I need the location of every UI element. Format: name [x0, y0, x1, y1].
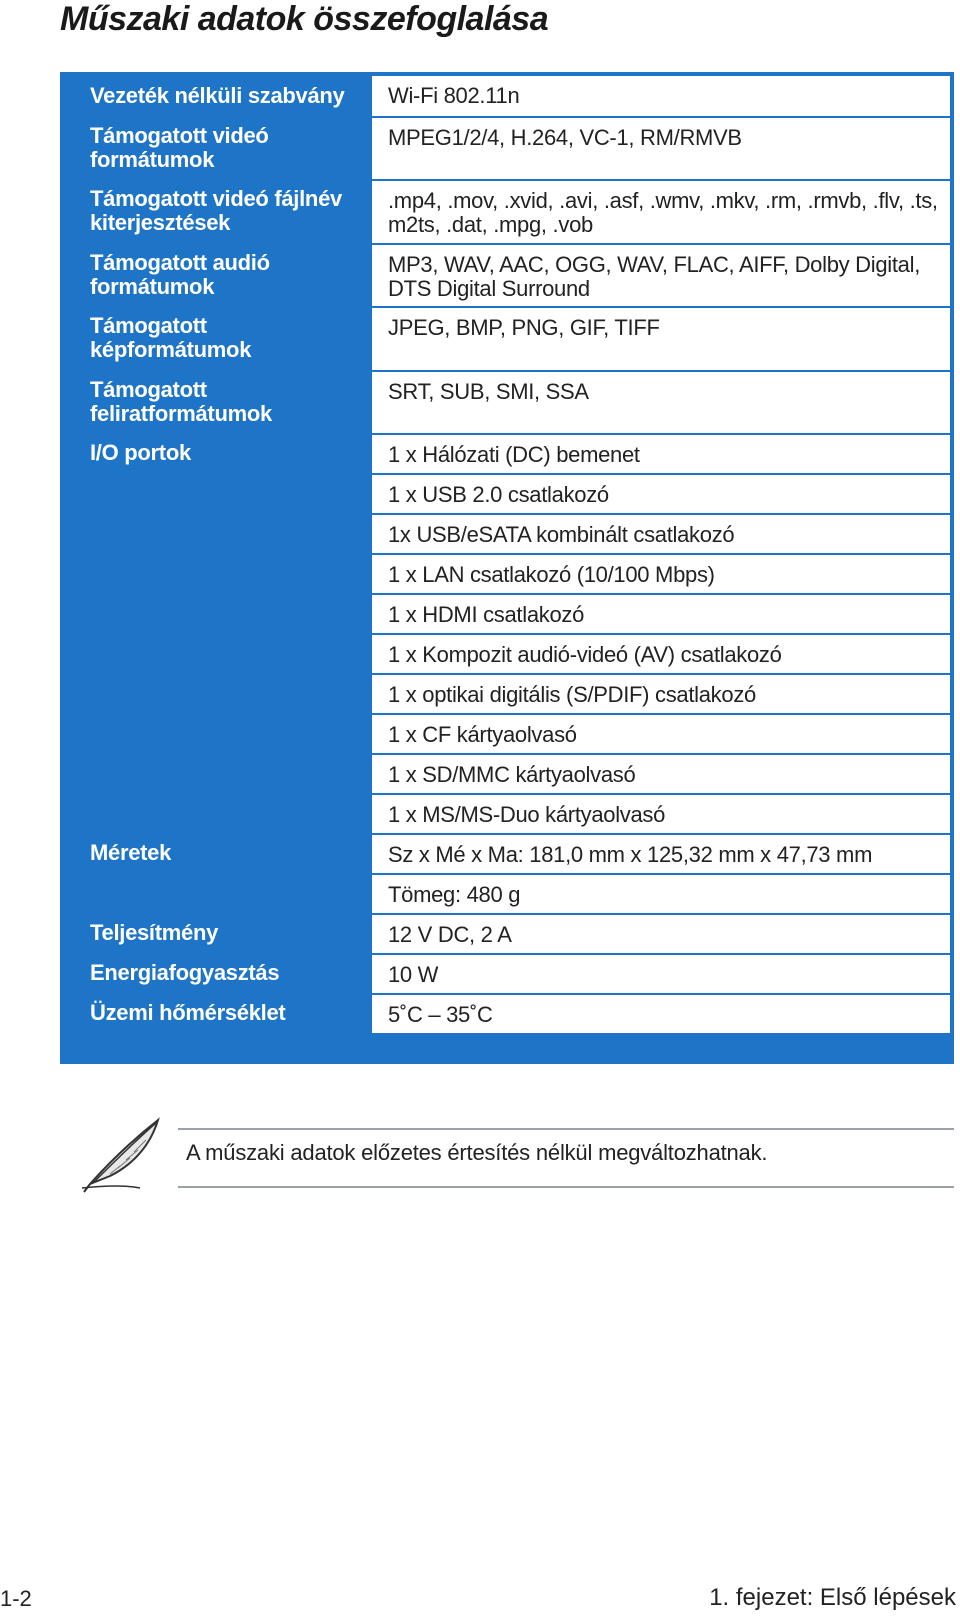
spec-row-io-ports [64, 433, 950, 473]
spec-label: Támogatott feliratformátumok [90, 377, 272, 426]
spec-value: 5˚C – 35˚C [372, 993, 950, 1033]
spec-value: 1 x HDMI csatlakozó [372, 593, 950, 633]
spec-row-video-extensions [64, 179, 950, 243]
spec-label: Támogatott videó formátumok [90, 123, 269, 172]
page-number: 1-2 [0, 1586, 32, 1611]
spec-value: Wi-Fi 802.11n [372, 76, 950, 116]
spec-row-weight [64, 873, 950, 913]
spec-value: 12 V DC, 2 A [372, 913, 950, 953]
spec-label: Energiafogyasztás [90, 960, 280, 985]
spec-row-io-port [64, 553, 950, 593]
chapter-title: 1. fejezet: Első lépések [709, 1584, 956, 1611]
spec-value: MPEG1/2/4, H.264, VC-1, RM/RMVB [372, 116, 950, 179]
spec-value: 1 x SD/MMC kártyaolvasó [372, 753, 950, 793]
spec-row-video-formats [64, 116, 950, 179]
spec-label: Vezeték nélküli szabvány [90, 83, 345, 108]
spec-row-io-port [64, 713, 950, 753]
spec-value: .mp4, .mov, .xvid, .avi, .asf, .wmv, .mkv, .rm, .rmvb, .flv, .ts, m2ts, .dat, .mpg, .vob [372, 179, 950, 243]
note-box [60, 1110, 954, 1200]
spec-value: JPEG, BMP, PNG, GIF, TIFF [372, 306, 950, 370]
spec-label: I/O portok [90, 440, 191, 465]
note-text: A műszaki adatok előzetes értesítés nélkül megváltozhatnak. [186, 1140, 768, 1165]
spec-row-dimensions [64, 833, 950, 873]
spec-row-image-formats [64, 306, 950, 370]
spec-label: Támogatott videó fájlnév kiterjesztések [90, 186, 342, 235]
spec-value: SRT, SUB, SMI, SSA [372, 370, 950, 433]
spec-row-power [64, 913, 950, 953]
spec-value: 1 x MS/MS-Duo kártyaolvasó [372, 793, 950, 833]
spec-value: 10 W [372, 953, 950, 993]
spec-label: Méretek [90, 840, 172, 865]
spec-value: 1 x Hálózati (DC) bemenet [372, 433, 950, 473]
spec-row-consumption [64, 953, 950, 993]
spec-label: Teljesítmény [90, 920, 219, 945]
spec-value: 1 x Kompozit audió-videó (AV) csatlakozó [372, 633, 950, 673]
spec-table [60, 72, 954, 1064]
spec-label: Üzemi hőmérséklet [90, 1000, 286, 1025]
spec-label: Támogatott audió formátumok [90, 250, 270, 299]
spec-value: MP3, WAV, AAC, OGG, WAV, FLAC, AIFF, Dolby Digital, DTS Digital Surround [372, 243, 950, 306]
spec-value: Tömeg: 480 g [372, 873, 950, 913]
spec-row-wireless [64, 76, 950, 116]
spec-row-temperature [64, 993, 950, 1033]
spec-value: 1 x LAN csatlakozó (10/100 Mbps) [372, 553, 950, 593]
spec-row-io-port [64, 513, 950, 553]
spec-value: 1 x USB 2.0 csatlakozó [372, 473, 950, 513]
spec-value: Sz x Mé x Ma: 181,0 mm x 125,32 mm x 47,73 mm [372, 833, 950, 873]
spec-row-io-port [64, 793, 950, 833]
spec-row-audio-formats [64, 243, 950, 306]
note-divider-top [178, 1128, 954, 1130]
page-title: Műszaki adatok összefoglalása [60, 0, 549, 38]
spec-value: 1x USB/eSATA kombinált csatlakozó [372, 513, 950, 553]
spec-value: 1 x CF kártyaolvasó [372, 713, 950, 753]
spec-row-io-port [64, 753, 950, 793]
spec-row-io-port [64, 673, 950, 713]
spec-label: Támogatott képformátumok [90, 313, 252, 362]
spec-row-io-port [64, 633, 950, 673]
note-divider-bottom [178, 1186, 954, 1188]
spec-value: 1 x optikai digitális (S/PDIF) csatlakozó [372, 673, 950, 713]
spec-row-subtitle-formats [64, 370, 950, 433]
spec-row-io-port [64, 593, 950, 633]
spec-row-io-port [64, 473, 950, 513]
pen-icon [80, 1114, 170, 1194]
